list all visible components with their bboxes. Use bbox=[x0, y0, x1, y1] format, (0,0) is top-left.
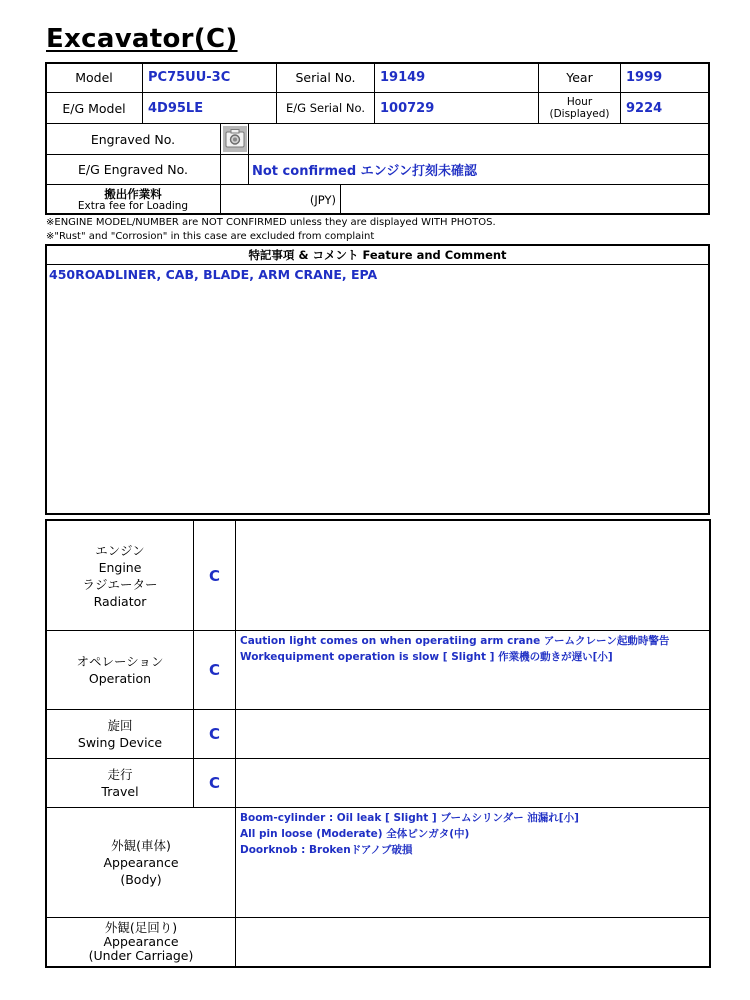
operation-label bbox=[47, 631, 193, 709]
eg-model-value: 4D95LE bbox=[148, 100, 204, 116]
hour-label-line1: Hour bbox=[566, 96, 593, 108]
travel-label-en: Travel bbox=[101, 784, 139, 799]
appearance-body-label bbox=[47, 808, 235, 917]
hour-label-line2: (Displayed) bbox=[549, 108, 610, 120]
note-engine: ※ENGINE MODEL/NUMBER are NOT CONFIRMED unless they are displayed WITH PHOTOS. bbox=[46, 217, 496, 228]
appearance-body-label-jp: 外観(車体) bbox=[111, 838, 171, 853]
page-title: Excavator(C) bbox=[46, 24, 238, 54]
appearance-uc-label-jp: 外観(足回り) bbox=[104, 920, 178, 935]
note-rust: ※"Rust" and "Corrosion" in this case are excluded from complaint bbox=[46, 231, 375, 242]
camera-icon[interactable] bbox=[221, 124, 248, 154]
hour-label bbox=[539, 93, 620, 123]
appearance-body-comment bbox=[236, 808, 709, 860]
swing-label bbox=[47, 710, 193, 758]
appearance-uc-label-sub: (Under Carriage) bbox=[88, 948, 194, 963]
fee-label bbox=[46, 185, 220, 214]
radiator-label-en: Radiator bbox=[93, 593, 147, 609]
operation-comment-line: Workequipment operation is slow [ Slight ] 作業機の動きが遅い[小] bbox=[240, 651, 613, 663]
engine-label-jp: エンジン bbox=[95, 542, 145, 558]
appearance-undercarriage-label bbox=[47, 918, 235, 966]
operation-label-en: Operation bbox=[88, 671, 152, 686]
swing-label-jp: 旋回 bbox=[107, 718, 133, 733]
swing-label-en: Swing Device bbox=[77, 735, 163, 750]
appearance-body-label-sub: (Body) bbox=[120, 872, 162, 887]
fee-label-jp: 搬出作業料 bbox=[104, 186, 162, 201]
engine-grade: C bbox=[208, 566, 220, 585]
swing-grade: C bbox=[208, 725, 220, 743]
model-label: Model bbox=[75, 70, 113, 85]
fee-label-en: Extra fee for Loading bbox=[77, 199, 189, 212]
eg-serial-label: E/G Serial No. bbox=[286, 101, 365, 115]
travel-label bbox=[47, 759, 193, 807]
engraved-label: Engraved No. bbox=[90, 131, 176, 147]
hour-value: 9224 bbox=[626, 100, 663, 116]
eg-engraved-value: Not confirmed エンジン打刻未確認 bbox=[252, 164, 478, 179]
appearance-body-comment-line: Doorknob : Brokenドアノブ破損 bbox=[240, 844, 413, 856]
operation-comment bbox=[236, 631, 709, 667]
radiator-label-jp: ラジエーター bbox=[82, 576, 158, 592]
engine-comment bbox=[236, 521, 709, 630]
fee-currency: (JPY) bbox=[309, 192, 336, 207]
serial-value: 19149 bbox=[380, 70, 426, 85]
feature-text: 450ROADLINER, CAB, BLADE, ARM CRANE, EPA bbox=[49, 267, 378, 282]
eg-model-label: E/G Model bbox=[62, 100, 126, 116]
serial-label: Serial No. bbox=[295, 70, 356, 85]
feature-header: 特記事項 & コメント Feature and Comment bbox=[248, 248, 507, 262]
operation-grade: C bbox=[208, 661, 220, 679]
appearance-uc-label-en: Appearance bbox=[103, 934, 179, 949]
year-value: 1999 bbox=[626, 70, 663, 85]
model-value: PC75UU-3C bbox=[148, 70, 231, 85]
travel-label-jp: 走行 bbox=[107, 767, 133, 782]
engine-radiator-label bbox=[47, 521, 193, 630]
appearance-body-comment-line: Boom-cylinder : Oil leak [ Slight ] ブームシリンダー 油漏れ[小] bbox=[240, 812, 579, 824]
feature-box bbox=[45, 244, 710, 515]
eg-engraved-label: E/G Engraved No. bbox=[77, 162, 189, 177]
operation-label-jp: オペレーション bbox=[76, 654, 164, 669]
year-label: Year bbox=[566, 70, 593, 85]
operation-comment-line: Caution light comes on when operatiing arm crane アームクレーン起動時警告 bbox=[240, 635, 670, 647]
eg-serial-value: 100729 bbox=[380, 100, 435, 116]
travel-grade: C bbox=[208, 774, 220, 792]
appearance-body-comment-line: All pin loose (Moderate) 全体ピンガタ(中) bbox=[240, 828, 470, 840]
appearance-body-label-en: Appearance bbox=[103, 855, 179, 870]
fee-value bbox=[341, 185, 709, 214]
engine-label-en: Engine bbox=[98, 559, 142, 575]
